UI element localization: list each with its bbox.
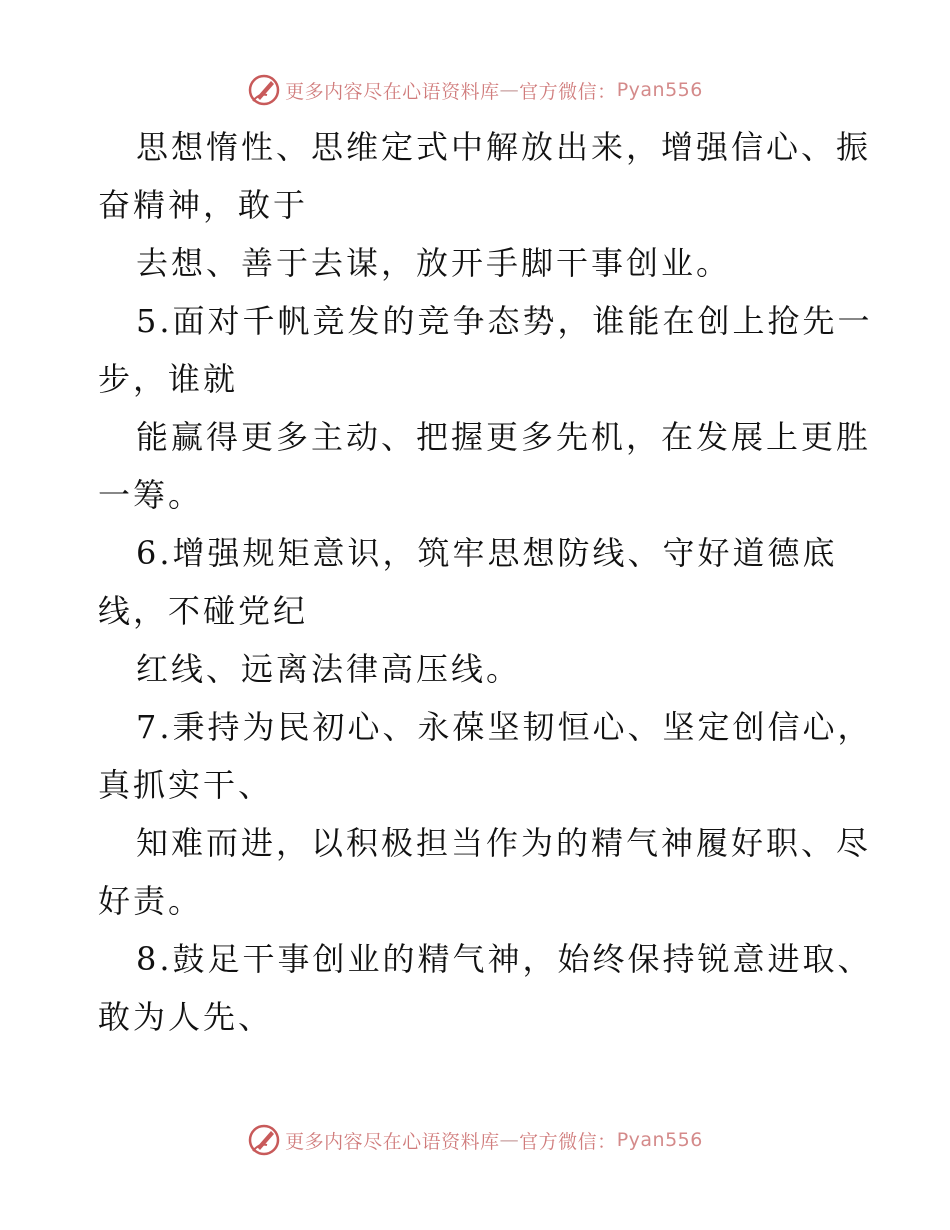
watermark-separator: — (499, 1129, 520, 1151)
text-line: 7.秉持为民初心、永葆坚韧恒心、坚定创信心， (136, 708, 873, 746)
text-line: 敢为人先、 (98, 998, 274, 1036)
text-line: 思想惰性、思维定式中解放出来，增强信心、振 (136, 128, 872, 166)
text-line: 去想、善于去谋，放开手脚干事创业。 (136, 244, 732, 282)
logo-icon (247, 73, 281, 107)
text-line: 6.增强规矩意识，筑牢思想防线、守好道德底 (136, 534, 838, 572)
text-line: 5.面对千帆竞发的竞争态势，谁能在创上抢先一 (136, 302, 873, 340)
document-body (98, 118, 878, 1046)
watermark-id: Pyan556 (616, 1129, 703, 1151)
watermark-label: 官方微信： (519, 1130, 617, 1153)
watermark-id: Pyan556 (616, 79, 703, 101)
text-line: 真抓实干、 (98, 766, 274, 804)
watermark-text: 更多内容尽在心语资料库 (285, 80, 500, 103)
footer-watermark (0, 1122, 950, 1158)
logo-icon (247, 1123, 281, 1157)
text-line: 奋精神，敢于 (98, 186, 309, 224)
watermark-separator: — (499, 79, 520, 101)
watermark-label: 官方微信： (519, 80, 617, 103)
watermark-text: 更多内容尽在心语资料库 (285, 1130, 500, 1153)
header-watermark (0, 72, 950, 108)
text-line: 好责。 (98, 882, 204, 920)
text-line: 8.鼓足干事创业的精气神，始终保持锐意进取、 (136, 940, 873, 978)
text-line: 红线、远离法律高压线。 (136, 650, 522, 688)
text-line: 能赢得更多主动、把握更多先机，在发展上更胜 (136, 418, 872, 456)
text-line: 线，不碰党纪 (98, 592, 309, 630)
text-line: 步，谁就 (98, 360, 239, 398)
text-line: 一筹。 (98, 476, 204, 514)
text-line: 知难而进，以积极担当作为的精气神履好职、尽 (136, 824, 872, 862)
